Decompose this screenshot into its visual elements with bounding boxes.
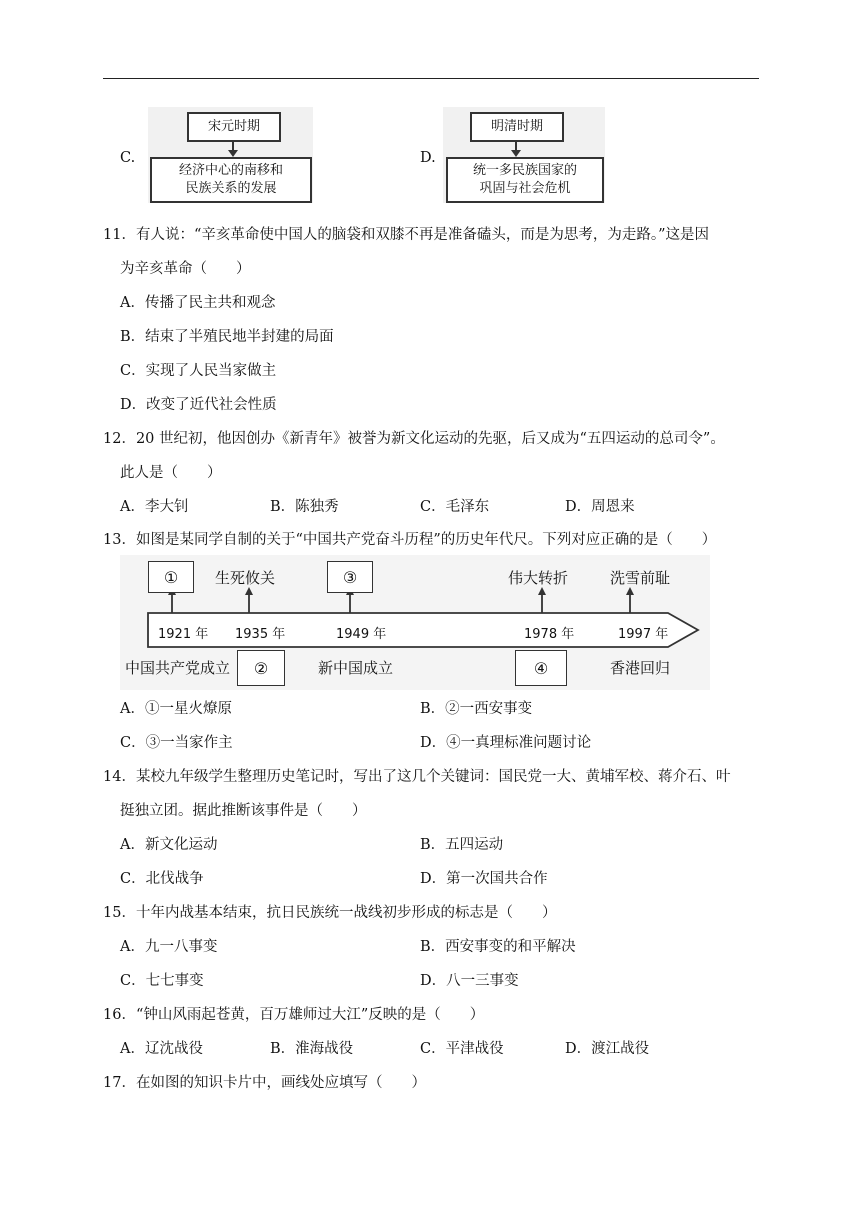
theme-line-2: 巩固与社会危机 <box>479 181 571 196</box>
theme-line-1: 经济中心的南移和 <box>178 163 283 179</box>
question-stem: 12．20 世纪初，他因创办《新青年》被誉为新文化运动的先驱，后又成为“五四运动的总司令”。 <box>103 431 725 447</box>
theme-box <box>446 157 604 203</box>
option-c[interactable]: C．北伐战争 <box>120 871 204 887</box>
option-c[interactable]: C．毛泽东 <box>420 499 490 515</box>
arrow-down-icon <box>511 150 521 157</box>
question-stem: 11．有人说：“辛亥革命使中国人的脑袋和双膝不再是准备磕头，而是为思考，为走路。”这是因 <box>103 227 710 243</box>
option-c[interactable]: C．七七事变 <box>120 973 204 989</box>
option-c[interactable]: C．③一当家作主 <box>120 735 233 751</box>
option-d[interactable]: D．④一真理标准问题讨论 <box>420 735 592 751</box>
option-d[interactable]: D．周恩来 <box>565 499 635 515</box>
option-d[interactable]: D．渡江战役 <box>565 1041 650 1057</box>
option-d[interactable]: D．第一次国共合作 <box>420 871 548 887</box>
question-stem: 17．在如图的知识卡片中，画线处应填写（ ） <box>103 1075 426 1091</box>
timeline-year-4: 1978 年 <box>524 627 575 642</box>
timeline-top-label-3: ③ <box>327 561 373 593</box>
timeline-bottom-label-5: 香港回归 <box>610 659 671 677</box>
question-stem: 13．如图是某同学自制的关于“中国共产党奋斗历程”的历史年代尺。下列对应正确的是（ ） <box>103 532 717 548</box>
timeline-year-2: 1935 年 <box>235 627 286 642</box>
option-c[interactable]: C．平津战役 <box>420 1041 504 1057</box>
option-d[interactable]: D．八一三事变 <box>420 973 519 989</box>
option-d[interactable]: D．改变了近代社会性质 <box>120 397 277 413</box>
question-stem: 15．十年内战基本结束，抗日民族统一战线初步形成的标志是（ ） <box>103 905 557 921</box>
timeline-year-5: 1997 年 <box>618 627 669 642</box>
timeline-bottom-label-1: 中国共产党成立 <box>125 659 231 677</box>
question-stem-cont: 此人是（ ） <box>120 465 222 481</box>
option-letter: C. <box>120 150 136 166</box>
header-rule <box>103 78 759 79</box>
option-a[interactable]: A．李大钊 <box>120 499 189 515</box>
theme-line-2: 民族关系的发展 <box>185 181 277 196</box>
option-a[interactable]: A．①一星火燎原 <box>120 701 232 717</box>
timeline-bottom-label-3: 新中国成立 <box>318 659 394 677</box>
theme-line-1: 统一多民族国家的 <box>472 163 577 179</box>
question-stem: 14．某校九年级学生整理历史笔记时，写出了这几个关键词：国民党一大、黄埔军校、蒋介石、叶 <box>103 769 731 785</box>
option-a[interactable]: A．新文化运动 <box>120 837 218 853</box>
period-box: 宋元时期 <box>187 112 281 142</box>
option-a[interactable]: A．辽沈战役 <box>120 1041 203 1057</box>
option-b[interactable]: B．②一西安事变 <box>420 701 533 717</box>
theme-box <box>150 157 312 203</box>
question-stem: 16．“钟山风雨起苍黄，百万雄师过大江”反映的是（ ） <box>103 1007 485 1023</box>
timeline-year-1: 1921 年 <box>158 627 209 642</box>
option-a[interactable]: A．九一八事变 <box>120 939 218 955</box>
timeline-bottom-label-2: ② <box>237 650 285 686</box>
option-b[interactable]: B．五四运动 <box>420 837 504 853</box>
question-stem-cont: 挺独立团。据此推断该事件是（ ） <box>120 803 367 819</box>
timeline-bottom-label-4: ④ <box>515 650 567 686</box>
arrow-down-icon <box>228 150 238 157</box>
timeline-top-label-2: 生死攸关 <box>215 569 276 587</box>
timeline-top-label-4: 伟大转折 <box>508 569 569 587</box>
period-box: 明清时期 <box>470 112 564 142</box>
option-b[interactable]: B．淮海战役 <box>270 1041 354 1057</box>
option-b[interactable]: B．陈独秀 <box>270 499 339 515</box>
timeline-top-label-1: ① <box>148 561 194 593</box>
option-c[interactable]: C．实现了人民当家做主 <box>120 363 277 379</box>
option-a[interactable]: A．传播了民主共和观念 <box>120 295 276 311</box>
option-b[interactable]: B．西安事变的和平解决 <box>420 939 576 955</box>
timeline-year-3: 1949 年 <box>336 627 387 642</box>
option-letter: D. <box>420 150 436 166</box>
question-stem-cont: 为辛亥革命（ ） <box>120 261 251 277</box>
timeline-top-label-5: 洗雪前耻 <box>610 569 671 587</box>
option-b[interactable]: B．结束了半殖民地半封建的局面 <box>120 329 334 345</box>
